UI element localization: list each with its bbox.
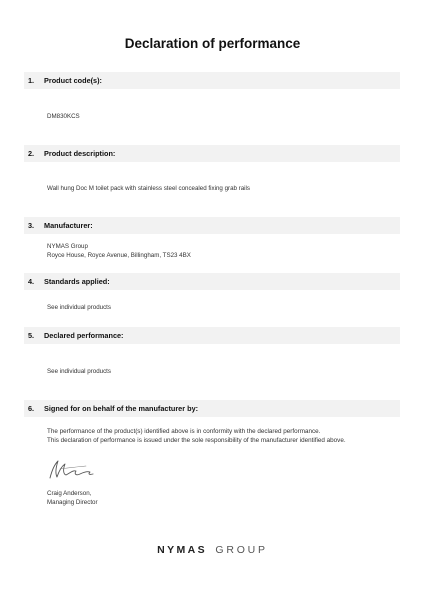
signatory-name: Craig Anderson, [47, 490, 92, 497]
section-number: 1. [28, 76, 35, 85]
page-title: Declaration of performance [124, 36, 301, 51]
section-number: 6. [28, 404, 35, 413]
section-title: Signed for on behalf of the manufacturer by: [44, 404, 199, 413]
signature-image [46, 456, 110, 484]
section-heading-standards-applied [24, 273, 400, 290]
section-title: Declared performance: [44, 331, 124, 340]
section-title: Standards applied: [44, 277, 110, 286]
section-title: Product description: [44, 149, 116, 158]
body-line: See individual products [47, 304, 111, 311]
body-line: This declaration of performance is issued under the sole responsibility of the manufacturer identified above. [47, 437, 346, 444]
brand-group-text: GROUP [215, 544, 268, 556]
signatory-block [47, 489, 98, 507]
conformity-statement [47, 427, 346, 445]
product-code-value [47, 112, 80, 121]
body-line: The performance of the product(s) identified above is in conformity with the declared performance. [47, 428, 321, 435]
section-number: 3. [28, 221, 35, 230]
body-line: Royce House, Royce Avenue, Billingham, TS23 4BX [47, 252, 191, 259]
section-heading-manufacturer [24, 217, 400, 234]
standards-applied-value [47, 303, 111, 312]
section-number: 4. [28, 277, 35, 286]
body-line: See individual products [47, 368, 111, 375]
product-description-value [47, 184, 250, 193]
manufacturer-value [47, 242, 191, 260]
section-title: Product code(s): [44, 76, 102, 85]
section-title: Manufacturer: [44, 221, 93, 230]
brand-wordmark: NYMAS [157, 544, 208, 556]
declared-performance-value [47, 367, 111, 376]
signatory-role: Managing Director [47, 499, 98, 506]
section-heading-product-description [24, 145, 400, 162]
footer-logo [0, 544, 425, 556]
section-number: 5. [28, 331, 35, 340]
body-line: NYMAS Group [47, 243, 88, 250]
body-line: Wall hung Doc M toilet pack with stainless steel concealed fixing grab rails [47, 185, 251, 192]
body-line: DM830KCS [47, 113, 80, 120]
section-number: 2. [28, 149, 35, 158]
section-heading-signed-for [24, 400, 400, 417]
section-heading-declared-performance [24, 327, 400, 344]
section-heading-product-code [24, 72, 400, 89]
